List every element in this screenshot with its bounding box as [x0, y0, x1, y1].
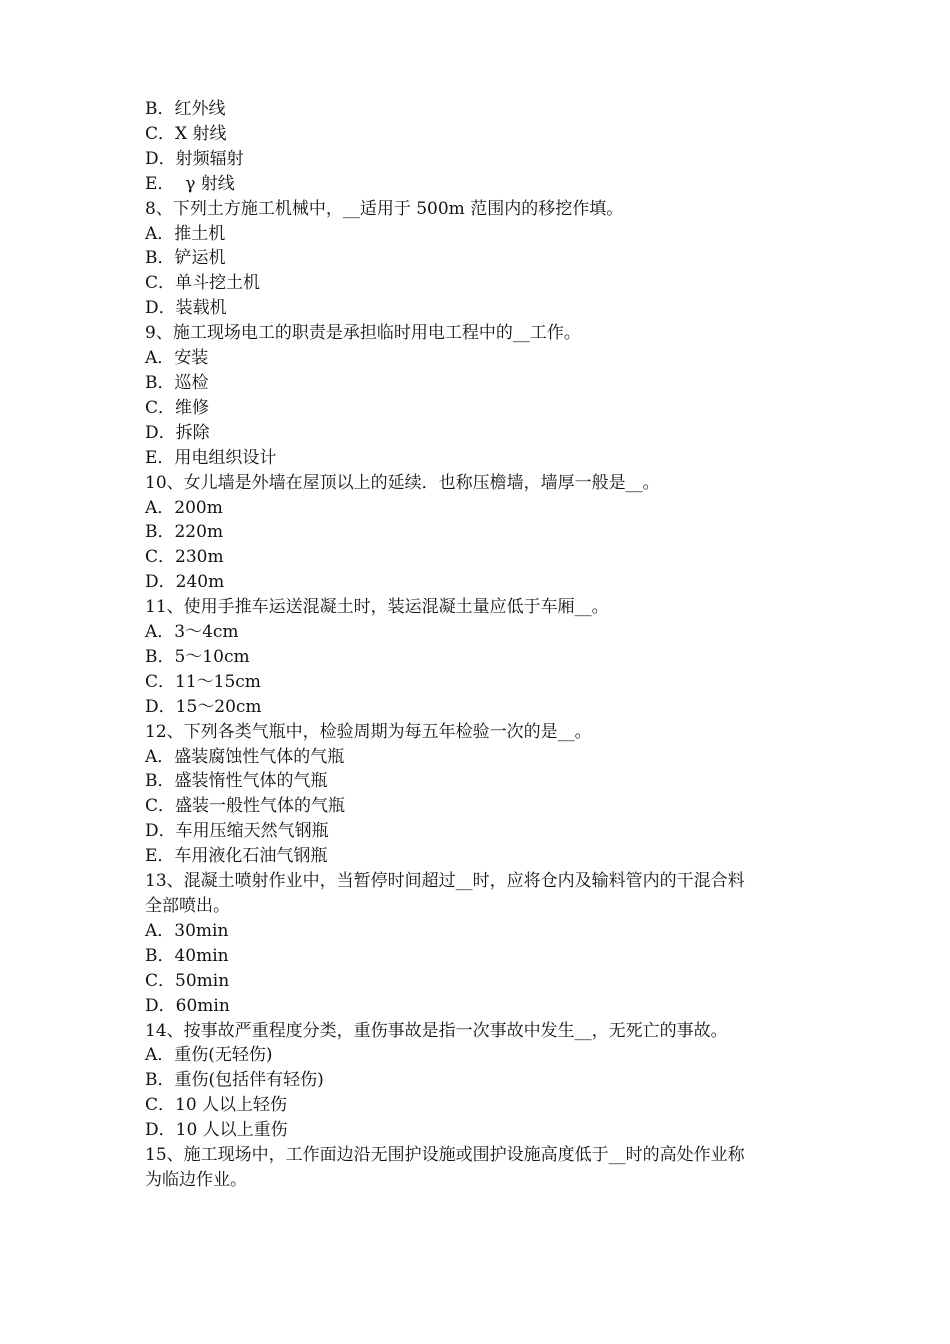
option-text: A．3～4cm — [145, 622, 239, 643]
question-text: 13、混凝土喷射作业中，当暂停时间超过__时，应将仓内及输料管内的干混合料 — [145, 871, 745, 892]
question-text: 10、女儿墙是外墙在屋顶以上的延续．也称压檐墙，墙厚一般是__。 — [145, 472, 660, 493]
option-text: A．重伤(无轻伤) — [145, 1045, 273, 1066]
option-text: C．X 射线 — [145, 123, 227, 144]
option-text: A．30min — [145, 920, 229, 941]
option-text: D．240m — [145, 572, 225, 593]
option-text: E．车用液化石油气钢瓶 — [145, 846, 328, 867]
question-text: 为临边作业。 — [145, 1169, 247, 1190]
question-text: 14、按事故严重程度分类，重伤事故是指一次事故中发生__，无死亡的事故。 — [145, 1020, 728, 1041]
question-text: 15、施工现场中，工作面边沿无围护设施或围护设施高度低于__时的高处作业称 — [145, 1145, 745, 1166]
option-text: E． γ 射线 — [145, 173, 235, 194]
option-text: B．铲运机 — [145, 248, 226, 269]
option-text: B．220m — [145, 522, 224, 543]
option-text: D．车用压缩天然气钢瓶 — [145, 821, 329, 842]
option-text: C．230m — [145, 547, 224, 568]
option-text: A．推土机 — [145, 223, 226, 244]
question-list — [145, 97, 825, 1193]
option-text: B．40min — [145, 945, 229, 966]
option-text: B．盛装惰性气体的气瓶 — [145, 771, 328, 792]
option-text: D．装载机 — [145, 298, 227, 319]
option-text: D．60min — [145, 995, 230, 1016]
option-text: B．巡检 — [145, 372, 209, 393]
option-text: D．拆除 — [145, 422, 210, 443]
option-text: B．5～10cm — [145, 646, 250, 667]
option-text: D．10 人以上重伤 — [145, 1120, 288, 1141]
option-text: B．重伤(包括伴有轻伤) — [145, 1070, 324, 1091]
question-text: 9、施工现场电工的职责是承担临时用电工程中的__工作。 — [145, 323, 581, 344]
option-text: C．11～15cm — [145, 671, 261, 692]
option-text: B．红外线 — [145, 99, 226, 119]
question-text: 全部喷出。 — [145, 896, 230, 916]
question-text: 11、使用手推车运送混凝土时，装运混凝土量应低于车厢__。 — [145, 597, 609, 618]
option-text: E．用电组织设计 — [145, 447, 277, 468]
option-text: A．200m — [145, 497, 223, 518]
option-text: C．50min — [145, 970, 230, 991]
option-text: A．安装 — [145, 348, 209, 369]
option-text: D．射频辐射 — [145, 148, 244, 169]
option-text: A．盛装腐蚀性气体的气瓶 — [145, 746, 345, 767]
question-text: 8、下列土方施工机械中，__适用于 500m 范围内的移挖作填。 — [145, 198, 624, 219]
option-text: C．维修 — [145, 397, 210, 418]
question-text: 12、下列各类气瓶中，检验周期为每五年检验一次的是__。 — [145, 721, 592, 742]
option-text: C．10 人以上轻伤 — [145, 1095, 288, 1116]
option-text: C．盛装一般性气体的气瓶 — [145, 796, 346, 817]
option-text: D．15～20cm — [145, 696, 262, 717]
option-text: C．单斗挖土机 — [145, 273, 261, 294]
document-page — [145, 97, 825, 1193]
